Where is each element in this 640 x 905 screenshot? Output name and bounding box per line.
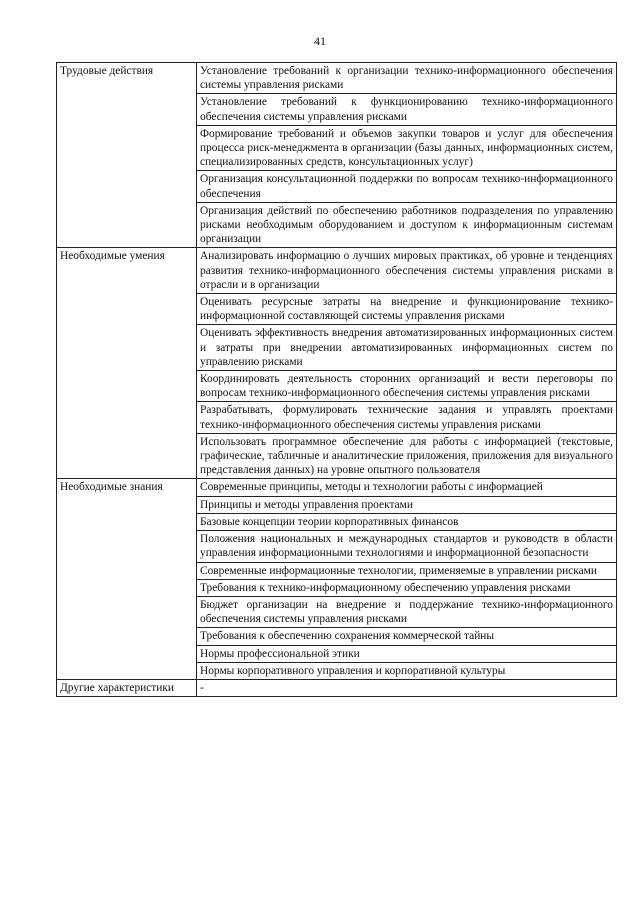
- table-row: [57, 248, 617, 294]
- section-label: Необходимые знания: [57, 479, 197, 679]
- section-item: Требования к обеспечению сохранения коммерческой тайны: [197, 628, 617, 645]
- section-item: Использовать программное обеспечение для работы с информацией (текстовые, графические, табличные и аналитические приложения, приложения для визуального представления данных) на уровне опытного пользователя: [197, 433, 617, 479]
- section-item: Установление требований к организации технико-информационного обеспечения системы управления рисками: [197, 63, 617, 94]
- section-item: Нормы профессиональной этики: [197, 645, 617, 662]
- section-item: Анализировать информацию о лучших мировых практиках, об уровне и тенденциях развития технико-информационного обеспечения системы управления рисками в отрасли и в организации: [197, 248, 617, 294]
- section-item: Разрабатывать, формулировать технические задания и управлять проектами технико-информационного обеспечения системы управления рисками: [197, 402, 617, 433]
- requirements-table-body: [57, 63, 617, 697]
- page-number: 41: [314, 34, 326, 48]
- section-item: Бюджет организации на внедрение и поддержание технико-информационного обеспечения системы управления рисками: [197, 596, 617, 627]
- table-row: [57, 479, 617, 496]
- section-label: Необходимые умения: [57, 248, 197, 479]
- section-label: Другие характеристики: [57, 679, 197, 696]
- section-item: Положения национальных и международных стандартов и руководств в области управления информационными технологиями и информационной безопасности: [197, 531, 617, 562]
- section-item: Установление требований к функционированию технико-информационного обеспечения системы управления рисками: [197, 94, 617, 125]
- section-item: Базовые концепции теории корпоративных финансов: [197, 513, 617, 530]
- table-row: [57, 679, 617, 696]
- section-item: -: [197, 679, 617, 696]
- requirements-table: [56, 62, 617, 697]
- section-item: Современные информационные технологии, применяемые в управлении рисками: [197, 562, 617, 579]
- section-item: Формирование требований и объемов закупки товаров и услуг для обеспечения процесса риск-менеджмента в организации (базы данных, информационных систем, специализированных средств, консультационных услуг): [197, 125, 617, 171]
- section-item: Организация действий по обеспечению работников подразделения по управлению рисками необходимым оборудованием и доступом к информационным системам организации: [197, 202, 617, 248]
- section-item: Современные принципы, методы и технологии работы с информацией: [197, 479, 617, 496]
- section-item: Координировать деятельность сторонних организаций и вести переговоры по вопросам технико-информационного обеспечения системы управления рисками: [197, 371, 617, 402]
- section-item: Требования к технико-информационному обеспечению управления рисками: [197, 579, 617, 596]
- section-item: Нормы корпоративного управления и корпоративной культуры: [197, 662, 617, 679]
- table-row: [57, 63, 617, 94]
- section-item: Организация консультационной поддержки по вопросам технико-информационного обеспечения: [197, 171, 617, 202]
- section-label: Трудовые действия: [57, 63, 197, 248]
- section-item: Принципы и методы управления проектами: [197, 496, 617, 513]
- section-item: Оценивать ресурсные затраты на внедрение и функционирование технико-информационной составляющей системы управления рисками: [197, 294, 617, 325]
- section-item: Оценивать эффективность внедрения автоматизированных информационных систем и затраты при внедрении автоматизированных информационных систем по управлению рисками: [197, 325, 617, 371]
